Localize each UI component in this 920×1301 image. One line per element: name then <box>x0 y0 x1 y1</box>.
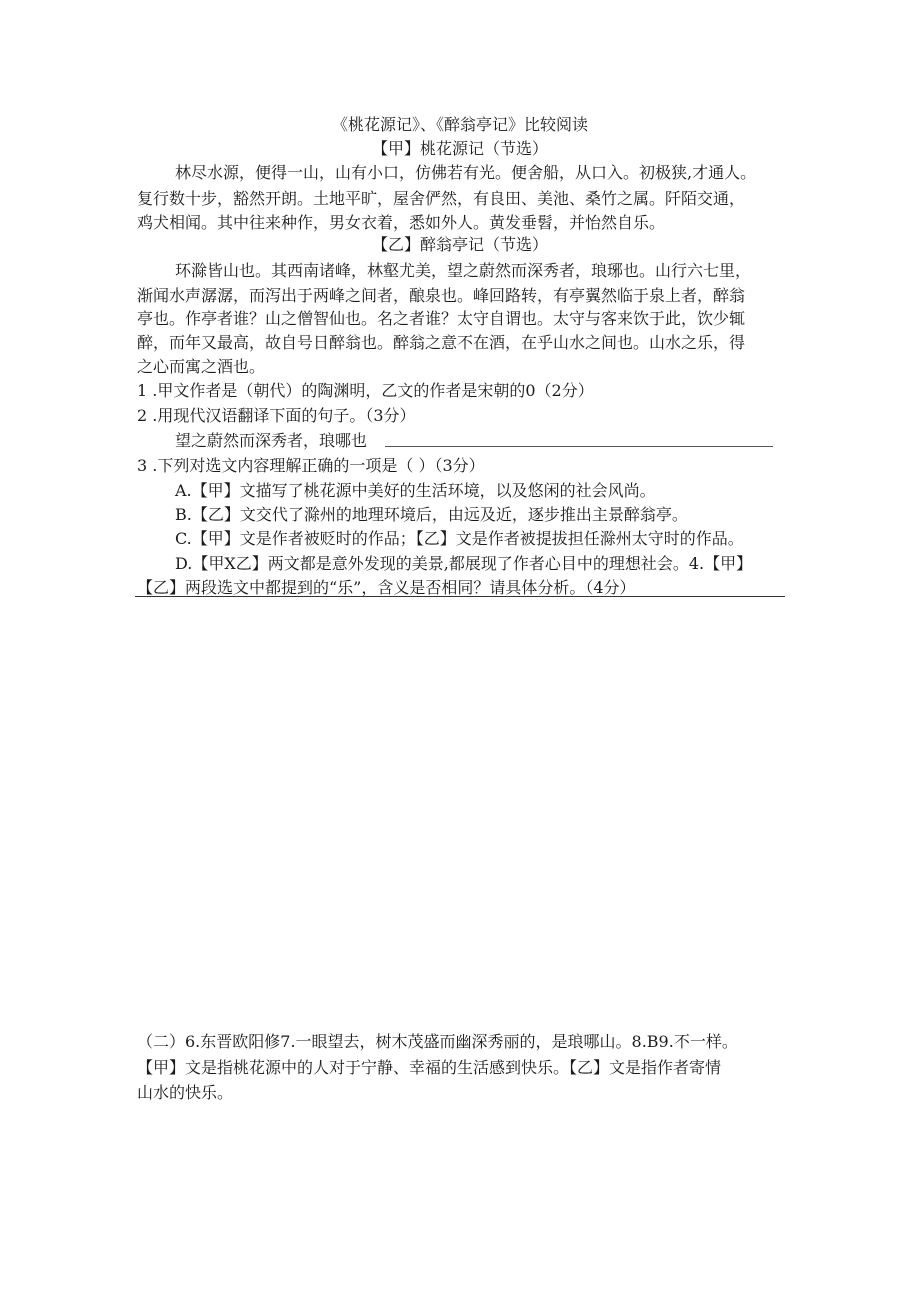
passage-b-line: 之心而寓之酒也。 <box>137 357 266 376</box>
passage-a-line: 鸡犬相闻。其中往来种作，男女衣着，悉如外人。黄发垂髫，并怡然自乐。 <box>137 213 666 232</box>
answer-line: （二）6.东晋欧阳修7.一眼望去，树木茂盛而幽深秀丽的，是琅哪山。8.B9.不一样。 <box>137 1032 738 1051</box>
passage-a-line: 林尽水源，便得一山，山有小口，仿佛若有光。便舍船，从口入。初极狭,才通人。 <box>175 163 757 182</box>
question-2-sentence: 望之蔚然而深秀者，琅哪也 <box>175 431 368 450</box>
passage-b-line: 渐闻水声潺潺，而泻出于两峰之间者，酿泉也。峰回路转，有亭翼然临于泉上者，醉翁 <box>137 286 746 305</box>
passage-a-heading: 【甲】桃花源记（节选） <box>371 139 548 158</box>
passage-a-line: 复行数十步，豁然开朗。土地平旷，屋舍俨然，有良田、美池、桑竹之属。阡陌交通， <box>137 189 746 208</box>
option-d: D.【甲X乙】两文都是意外发现的美景,都展现了作者心目中的理想社会。4.【甲】 <box>175 554 753 573</box>
answer-line: 【甲】文是指桃花源中的人对于宁静、幸福的生活感到快乐。【乙】文是指作者寄情 <box>137 1058 722 1077</box>
answer-blank-line <box>385 446 773 447</box>
passage-b-heading: 【乙】醉翁亭记（节选） <box>371 235 548 254</box>
answer-line: 山水的快乐。 <box>137 1083 234 1102</box>
passage-b-line: 环滁皆山也。其西南诸峰，林壑尤美，望之蔚然而深秀者，琅琊也。山行六七里， <box>175 261 752 280</box>
question-3: 3 .下列对选文内容理解正确的一项是（ ）（3分） <box>137 456 485 475</box>
question-1: 1 .甲文作者是（朝代）的陶渊明，乙文的作者是宋朝的0（2分） <box>137 381 594 400</box>
option-c: C.【甲】文是作者被贬时的作品；【乙】文是作者被提拔担任滁州太守时的作品。 <box>175 529 744 548</box>
option-b: B.【乙】文交代了滁州的地理环境后，由远及近，逐步推出主景醉翁亭。 <box>175 505 688 524</box>
question-2: 2 .用现代汉语翻译下面的句子。（3分） <box>137 406 416 425</box>
option-a: A.【甲】文描写了桃花源中美好的生活环境，以及悠闲的社会风尚。 <box>175 481 656 500</box>
passage-b-line: 醉，而年又最高，故自号日醉翁也。醉翁之意不在酒，在乎山水之间也。山水之乐，得 <box>137 333 746 352</box>
passage-b-line: 亭也。作亭者谁？山之僧智仙也。名之者谁？太守自谓也。太守与客来饮于此，饮少辄 <box>137 309 746 328</box>
question-4-continuation: 【乙】两段选文中都提到的“乐”，含义是否相同？请具体分析。（4分） <box>137 578 636 597</box>
document-title: 《桃花源记》、《醉翁亭记》比较阅读 <box>331 115 588 134</box>
divider-line <box>135 596 785 597</box>
